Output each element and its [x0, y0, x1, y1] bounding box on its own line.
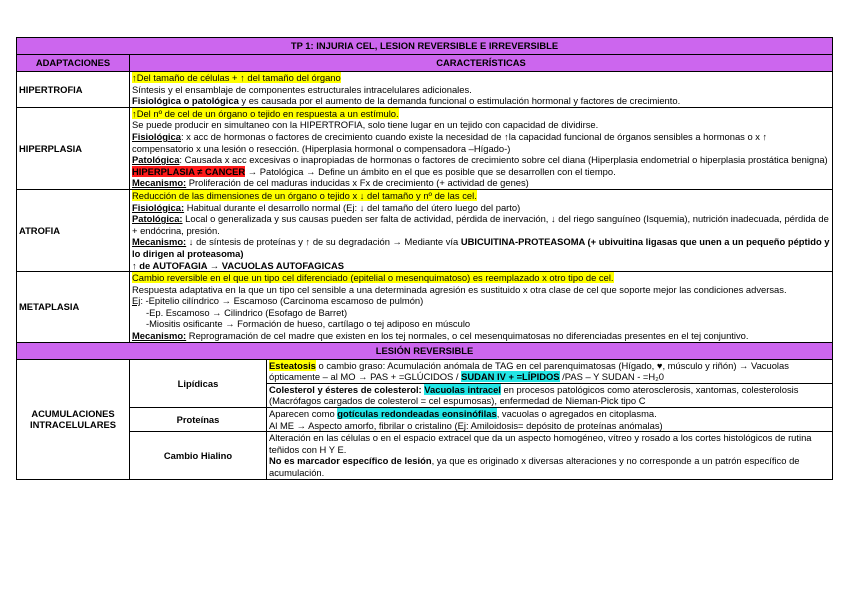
row-content: [130, 272, 833, 343]
row-metaplasia: [17, 272, 833, 343]
text-line: -Miositis osificante → Formación de hueso, cartílago o tej adiposo en músculo: [146, 318, 471, 330]
row-content: [267, 432, 833, 479]
text-line: Habitual durante el desarrollo normal (Ej: ↓ del tamaño del útero luego del parto): [184, 201, 521, 213]
underlined-key: Mecanismo:: [132, 177, 187, 189]
text-line: Local o generalizada y sus causas pueden ser falta de actividad, pérdida de inervación, ↓ del riego sanguíneo (Isquemia), nutrición inadecuada, pérdida de + endócrina, presión.: [132, 213, 829, 236]
bold-text: No es marcador específico de lesión: [269, 455, 432, 467]
red-highlight: HIPERPLASIA ≠ CANCER: [132, 165, 246, 177]
header-caracteristicas: CARACTERÍSTICAS: [130, 55, 833, 72]
text-line: → Patológica → Define un ámbito en el que es posible que se desarrollen con el tiempo.: [245, 165, 616, 177]
bold-text: UBICUITINA-PROTEASOMA (+ ubivuitina ligasas que unen a un pequeño péptido y lo dirigen al proteasoma): [132, 236, 830, 259]
highlight-text: Reducción de las dimensiones de un órgano o tejido x ↓ del tamaño y nº de las cel.: [132, 189, 477, 201]
row-atrofia: [17, 189, 833, 271]
row-label: ACUMULACIONES INTRACELULARES: [17, 359, 130, 479]
text-line: Al ME → Aspecto amorfo, fibrilar o cristalino (Ej: Amiloidosis= depósito de proteínas anómalas): [269, 419, 663, 431]
underlined-key: Fisiológica:: [132, 201, 185, 213]
underlined-key: Patológica:: [132, 213, 183, 225]
bold-text: ↑ de AUTOFAGIA → VACUOLAS AUTOFAGICAS: [132, 259, 344, 271]
text-line: y es causada por el aumento de la demanda funcional o estimulación hormonal y factores de crecimiento.: [238, 95, 681, 107]
sub-label: Proteínas: [130, 408, 267, 432]
text-line: : -Epitelio cilíndrico → Escamoso (Carcinoma escamoso de pulmón): [140, 295, 424, 307]
text-line: Proliferación de cel maduras inducidas x Fx de crecimiento (+ actividad de genes): [186, 177, 529, 189]
row-lipidicas: [17, 359, 833, 407]
header-adaptaciones: ADAPTACIONES: [17, 55, 130, 72]
table-title: TP 1: INJURIA CEL, LESION REVERSIBLE E IRREVERSIBLE: [17, 38, 833, 55]
row-label: ATROFIA: [17, 189, 130, 271]
underlined-key: Fisiológica: [132, 130, 181, 142]
row-label: HIPERTROFIA: [17, 72, 130, 108]
cyan-highlight: SUDAN IV + =LÍPIDOS: [461, 371, 560, 383]
underlined-key: Mecanismo:: [132, 236, 187, 248]
row-label: METAPLASIA: [17, 272, 130, 343]
bold-text: Colesterol y ésteres de colesterol:: [269, 383, 425, 395]
row-label: HIPERPLASIA: [17, 107, 130, 189]
summary-table: [16, 37, 833, 480]
sub-label: Cambio Hialino: [130, 432, 267, 479]
row-proteinas: [17, 408, 833, 432]
highlight-text: Esteatosis: [269, 359, 316, 371]
text-line: Síntesis y el ensamblaje de componentes estructurales intracelulares adicionales.: [132, 83, 472, 95]
row-hiperplasia: [17, 107, 833, 189]
text-line: , vacuolas o agregados en citoplasma.: [496, 408, 657, 420]
bold-text: Fisiológica o patológica: [132, 95, 239, 107]
text-line: Alteración en las células o en el espacio extracel que da un aspecto homogéneo, vítreo y rosado a los cortes histológicos de rutina teñidos con H Y E.: [269, 432, 812, 455]
text-line: o cambio graso: Acumulación anómala de TAG en cel parenquimatosas (Hígado, ♥, músculo y riñón) → Vacuolas ópticamente – al MO → PAS + =GLÚCIDOS /: [269, 359, 789, 383]
underlined-key: Mecanismo:: [132, 330, 187, 342]
text-line: Aparecen como: [269, 408, 338, 420]
text-line: en procesos patológicos como aterosclerosis, xantomas, colesterolosis (Macrófagos cargados de colesterol = cel espumosas), enfermedad de Nieman-Pick tipo C: [269, 383, 799, 407]
text-line: Se puede producir en simultaneo con la HIPERTROFIA, solo tiene lugar en un tejido con capacidad de dividirse.: [132, 119, 599, 131]
text-line: -Ep. Escamoso → Cilindrico (Esofago de Barret): [146, 306, 348, 318]
underlined-key: Ej: [132, 295, 141, 307]
underlined-key: Patológica: [132, 154, 180, 166]
cyan-highlight: gotículas redondeadas eonsinófilas: [337, 408, 497, 420]
text-line: ↓ de síntesis de proteínas y ↑ de su degradación → Mediante vía: [186, 236, 461, 248]
row-hialino: [17, 432, 833, 479]
text-line: : x acc de hormonas o factores de crecimiento cuando existe la necesidad de ↑la capacidad funcional de órganos sensibles a hormonas o x ↑ compensatorio x una lesión o resección. (Hiperplasia hormonal o compensadora –Hígado-): [132, 130, 768, 154]
row-content: [267, 359, 833, 407]
row-content: [130, 72, 833, 108]
text-line: /PAS – Y SUDAN - =H₂0: [559, 371, 665, 383]
text-line: Respuesta adaptativa en la que un tipo cel sensible a una determinada agresión es sustituido x otra clase de cel que soporte mejor las condiciones adversas.: [132, 283, 787, 295]
section-header-lesion: LESIÓN REVERSIBLE: [17, 342, 833, 359]
cyan-highlight: Vacuolas intracel: [424, 383, 501, 395]
text-line: Reprogramación de cel madre que existen en los tej normales, o cel mesenquimatosas no diferenciadas presentes en el tej conjuntivo.: [186, 330, 749, 342]
row-content: [267, 408, 833, 432]
text-line: : Causada x acc excesivas o inapropiadas de hormonas o factores de crecimiento sobre cel diana (Hiperplasia endometrial o hiperplasia prostática benigna): [179, 154, 828, 166]
highlight-text: ↑Del nº de cel de un órgano o tejido en respuesta a un estímulo.: [132, 107, 399, 119]
text-line: , ya que es originado x diversas alteraciones y no corresponde a un patrón específico de acumulación.: [269, 455, 800, 478]
row-hipertrofia: [17, 72, 833, 108]
row-content: [130, 107, 833, 189]
sub-label: Lipídicas: [130, 359, 267, 407]
highlight-text: ↑Del tamaño de células + ↑ del tamaño del órgano: [132, 72, 341, 83]
row-content: [130, 189, 833, 271]
highlight-text: Cambio reversible en el que un tipo cel diferenciado (epitelial o mesenquimatoso) es reemplazado x otro tipo de cel.: [132, 272, 614, 284]
